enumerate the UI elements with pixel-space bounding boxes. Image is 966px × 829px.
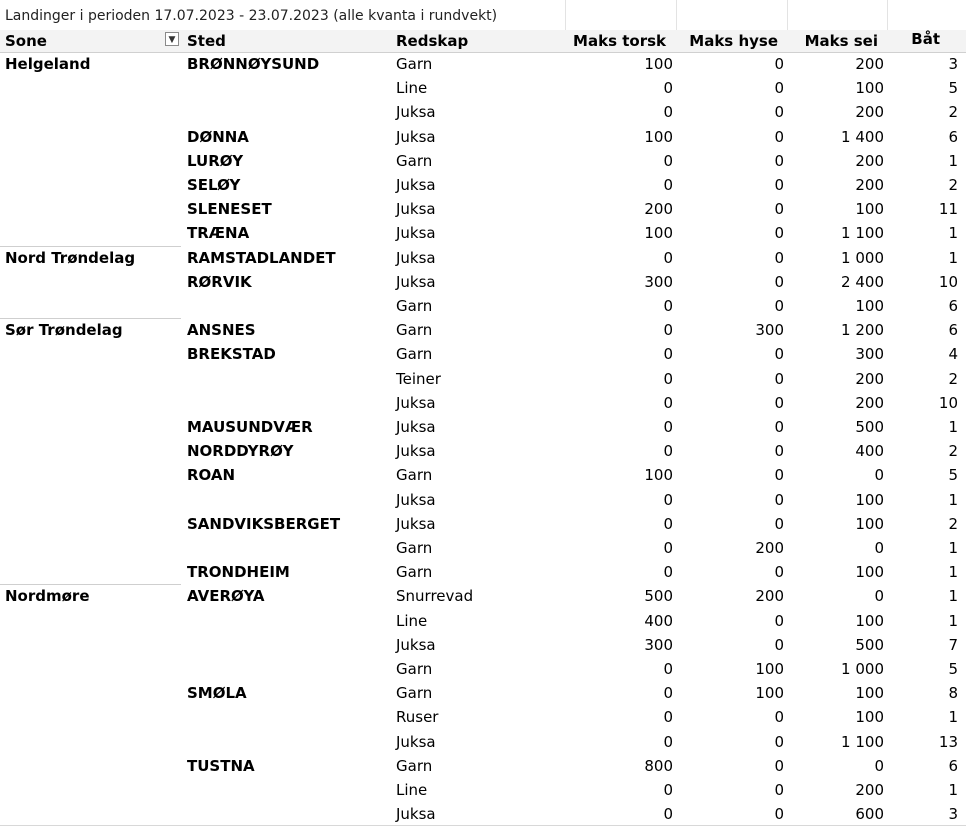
table-row [0, 536, 966, 560]
cell-maks-sei: 500 [855, 418, 884, 436]
table-row [0, 270, 966, 294]
cell-maks-hyse: 0 [774, 490, 784, 509]
cell-maks-torsk: 300 [644, 635, 673, 654]
table-row [0, 100, 966, 124]
cell-bat: 6 [948, 321, 958, 340]
cell-sted: AVERØYA [187, 587, 265, 606]
cell-maks-hyse: 0 [774, 127, 784, 146]
cell-maks-hyse: 0 [774, 345, 784, 364]
cell-sted: MAUSUNDVÆR [187, 418, 313, 436]
table-row [0, 657, 966, 681]
cell-maks-hyse: 0 [774, 55, 784, 73]
cell-redskap: Line [396, 781, 428, 799]
cell-redskap: Juksa [396, 418, 436, 436]
cell-maks-hyse: 0 [774, 805, 784, 824]
cell-maks-hyse: 300 [755, 321, 784, 340]
filter-icon[interactable]: ▼ [165, 32, 179, 46]
cell-bat: 6 [948, 127, 958, 146]
table-row [0, 415, 966, 439]
cell-maks-sei: 100 [855, 297, 884, 315]
cell-maks-sei: 100 [855, 611, 884, 630]
cell-sone: Nordmøre [5, 587, 90, 606]
cell-sted: SMØLA [187, 684, 247, 703]
table-row [0, 173, 966, 197]
cell-maks-hyse: 200 [755, 539, 784, 557]
cell-maks-sei: 100 [855, 514, 884, 533]
header-maks-sei[interactable]: Maks sei [804, 32, 878, 50]
cell-maks-hyse: 0 [774, 756, 784, 775]
cell-maks-hyse: 0 [774, 369, 784, 388]
cell-bat: 7 [948, 635, 958, 654]
cell-maks-torsk: 0 [663, 297, 673, 315]
cell-redskap: Juksa [396, 248, 436, 267]
cell-maks-torsk: 0 [663, 176, 673, 194]
cell-maks-torsk: 0 [663, 418, 673, 436]
cell-maks-sei: 200 [855, 55, 884, 73]
table-row [0, 488, 966, 512]
cell-redskap: Garn [396, 539, 433, 557]
cell-maks-hyse: 0 [774, 224, 784, 243]
cell-maks-sei: 1 000 [841, 660, 884, 678]
table-row [0, 197, 966, 221]
cell-maks-sei: 1 200 [841, 321, 884, 340]
cell-maks-sei: 100 [855, 200, 884, 219]
cell-maks-hyse: 0 [774, 176, 784, 194]
grid-divider [887, 0, 888, 30]
cell-maks-torsk: 0 [663, 151, 673, 170]
cell-maks-torsk: 100 [644, 55, 673, 73]
cell-maks-hyse: 0 [774, 611, 784, 630]
cell-bat: 8 [948, 684, 958, 703]
table-row [0, 681, 966, 705]
table-bottom-border [0, 825, 966, 826]
title-bar [0, 0, 966, 30]
cell-maks-hyse: 0 [774, 781, 784, 799]
table-row [0, 802, 966, 826]
cell-redskap: Line [396, 611, 428, 630]
report-title: Landinger i perioden 17.07.2023 - 23.07.2023 (alle kvanta i rundvekt) [5, 8, 498, 24]
cell-maks-sei: 200 [855, 393, 884, 412]
table-row [0, 318, 966, 342]
table-row [0, 512, 966, 536]
cell-maks-sei: 200 [855, 103, 884, 122]
cell-maks-sei: 600 [855, 805, 884, 824]
cell-maks-sei: 200 [855, 369, 884, 388]
cell-sted: BREKSTAD [187, 345, 276, 364]
cell-maks-torsk: 0 [663, 563, 673, 582]
cell-bat: 2 [948, 442, 958, 461]
cell-bat: 1 [948, 611, 958, 630]
cell-maks-torsk: 100 [644, 224, 673, 243]
cell-maks-sei: 500 [855, 635, 884, 654]
cell-redskap: Garn [396, 660, 433, 678]
zone-separator [0, 318, 181, 319]
cell-sted: RØRVIK [187, 272, 252, 291]
cell-redskap: Juksa [396, 127, 436, 146]
cell-redskap: Garn [396, 563, 433, 582]
cell-maks-sei: 0 [874, 539, 884, 557]
cell-redskap: Juksa [396, 442, 436, 461]
cell-bat: 2 [948, 514, 958, 533]
cell-bat: 4 [948, 345, 958, 364]
table-row [0, 367, 966, 391]
cell-sted: TRÆNA [187, 224, 250, 243]
cell-maks-torsk: 0 [663, 442, 673, 461]
cell-maks-torsk: 0 [663, 660, 673, 678]
cell-maks-sei: 0 [874, 466, 884, 485]
cell-maks-sei: 2 400 [841, 272, 884, 291]
table-row [0, 609, 966, 633]
table-row [0, 730, 966, 754]
cell-maks-torsk: 500 [644, 587, 673, 606]
cell-bat: 3 [948, 805, 958, 824]
cell-maks-sei: 0 [874, 756, 884, 775]
cell-maks-hyse: 0 [774, 563, 784, 582]
header-sted[interactable]: Sted [187, 32, 226, 50]
cell-sted: SLENESET [187, 200, 272, 219]
cell-maks-torsk: 0 [663, 369, 673, 388]
grid-divider [565, 0, 566, 30]
cell-sted: SELØY [187, 176, 241, 194]
cell-maks-hyse: 0 [774, 79, 784, 98]
header-redskap[interactable]: Redskap [396, 32, 469, 50]
cell-sted: NORDDYRØY [187, 442, 294, 461]
cell-redskap: Teiner [396, 369, 441, 388]
table-row [0, 391, 966, 415]
cell-maks-hyse: 0 [774, 514, 784, 533]
cell-bat: 1 [948, 587, 958, 606]
cell-bat: 2 [948, 369, 958, 388]
cell-redskap: Juksa [396, 272, 436, 291]
table-header [0, 30, 966, 53]
cell-sone: Sør Trøndelag [5, 321, 123, 340]
table-row [0, 633, 966, 657]
table-row [0, 705, 966, 729]
cell-sted: TUSTNA [187, 756, 255, 775]
cell-redskap: Juksa [396, 224, 436, 243]
cell-maks-torsk: 400 [644, 611, 673, 630]
cell-maks-torsk: 0 [663, 805, 673, 824]
grid-divider [676, 0, 677, 30]
cell-bat: 1 [948, 781, 958, 799]
table-row [0, 560, 966, 584]
cell-sted: ANSNES [187, 321, 256, 340]
cell-bat: 3 [948, 55, 958, 73]
cell-sone: Nord Trøndelag [5, 248, 136, 267]
cell-maks-hyse: 0 [774, 708, 784, 727]
cell-bat: 11 [938, 200, 958, 219]
cell-maks-sei: 100 [855, 79, 884, 98]
cell-redskap: Garn [396, 55, 433, 73]
cell-maks-torsk: 0 [663, 684, 673, 703]
cell-maks-sei: 1 100 [841, 224, 884, 243]
cell-maks-torsk: 0 [663, 79, 673, 98]
cell-bat: 5 [948, 660, 958, 678]
cell-bat: 5 [948, 79, 958, 98]
cell-bat: 13 [938, 732, 958, 751]
cell-redskap: Garn [396, 684, 433, 703]
cell-bat: 1 [948, 539, 958, 557]
cell-maks-hyse: 100 [755, 660, 784, 678]
cell-redskap: Garn [396, 151, 433, 170]
cell-maks-torsk: 0 [663, 708, 673, 727]
zone-separator [0, 246, 181, 247]
cell-redskap: Garn [396, 756, 433, 775]
cell-bat: 1 [948, 418, 958, 436]
cell-redskap: Garn [396, 321, 433, 340]
cell-maks-sei: 100 [855, 563, 884, 582]
cell-maks-torsk: 0 [663, 732, 673, 751]
cell-redskap: Snurrevad [396, 587, 474, 606]
cell-redskap: Juksa [396, 514, 436, 533]
cell-maks-sei: 0 [874, 587, 884, 606]
cell-maks-torsk: 0 [663, 393, 673, 412]
cell-sted: SANDVIKSBERGET [187, 514, 341, 533]
cell-maks-torsk: 0 [663, 345, 673, 364]
cell-maks-sei: 100 [855, 490, 884, 509]
cell-maks-sei: 400 [855, 442, 884, 461]
cell-sone: Helgeland [5, 55, 91, 73]
cell-maks-torsk: 200 [644, 200, 673, 219]
cell-maks-hyse: 0 [774, 248, 784, 267]
table-row [0, 294, 966, 318]
cell-bat: 2 [948, 176, 958, 194]
cell-redskap: Garn [396, 345, 433, 364]
cell-maks-sei: 300 [855, 345, 884, 364]
cell-bat: 1 [948, 248, 958, 267]
grid-divider [787, 0, 788, 30]
table-row [0, 778, 966, 802]
cell-bat: 1 [948, 151, 958, 170]
cell-sted: BRØNNØYSUND [187, 55, 320, 73]
cell-sted: DØNNA [187, 127, 249, 146]
cell-sted: RAMSTADLANDET [187, 248, 336, 267]
header-bat[interactable]: Båt [911, 30, 940, 48]
cell-maks-sei: 200 [855, 781, 884, 799]
cell-maks-torsk: 0 [663, 781, 673, 799]
cell-maks-sei: 200 [855, 151, 884, 170]
cell-bat: 6 [948, 756, 958, 775]
table-row [0, 342, 966, 366]
cell-maks-hyse: 200 [755, 587, 784, 606]
cell-maks-sei: 200 [855, 176, 884, 194]
table-row [0, 76, 966, 100]
cell-bat: 5 [948, 466, 958, 485]
cell-redskap: Ruser [396, 708, 439, 727]
cell-redskap: Line [396, 79, 428, 98]
cell-redskap: Juksa [396, 805, 436, 824]
cell-maks-hyse: 0 [774, 297, 784, 315]
cell-maks-sei: 100 [855, 708, 884, 727]
cell-maks-torsk: 800 [644, 756, 673, 775]
cell-bat: 1 [948, 490, 958, 509]
cell-sted: LURØY [187, 151, 244, 170]
cell-bat: 1 [948, 224, 958, 243]
cell-maks-hyse: 0 [774, 151, 784, 170]
cell-maks-sei: 1 400 [841, 127, 884, 146]
cell-maks-hyse: 0 [774, 393, 784, 412]
cell-bat: 10 [938, 393, 958, 412]
cell-maks-hyse: 0 [774, 635, 784, 654]
cell-redskap: Juksa [396, 200, 436, 219]
cell-maks-hyse: 0 [774, 418, 784, 436]
cell-sted: TRONDHEIM [187, 563, 290, 582]
cell-maks-torsk: 0 [663, 539, 673, 557]
table-row [0, 754, 966, 778]
cell-redskap: Juksa [396, 635, 436, 654]
cell-bat: 2 [948, 103, 958, 122]
cell-maks-torsk: 0 [663, 514, 673, 533]
cell-maks-torsk: 0 [663, 490, 673, 509]
header-sone[interactable]: Sone [5, 32, 47, 50]
cell-redskap: Garn [396, 466, 433, 485]
cell-maks-torsk: 0 [663, 321, 673, 340]
cell-bat: 1 [948, 708, 958, 727]
cell-maks-hyse: 0 [774, 442, 784, 461]
cell-redskap: Juksa [396, 176, 436, 194]
cell-bat: 10 [938, 272, 958, 291]
cell-maks-hyse: 0 [774, 466, 784, 485]
cell-bat: 6 [948, 297, 958, 315]
cell-maks-torsk: 0 [663, 103, 673, 122]
header-maks-torsk[interactable]: Maks torsk [573, 32, 666, 50]
table-row [0, 221, 966, 245]
cell-maks-hyse: 0 [774, 200, 784, 219]
header-maks-hyse[interactable]: Maks hyse [689, 32, 778, 50]
table-row [0, 463, 966, 487]
cell-bat: 1 [948, 563, 958, 582]
cell-maks-torsk: 300 [644, 272, 673, 291]
cell-maks-sei: 1 000 [841, 248, 884, 267]
cell-maks-torsk: 0 [663, 248, 673, 267]
zone-separator [0, 584, 181, 585]
table-row [0, 439, 966, 463]
table-row [0, 52, 966, 76]
cell-redskap: Juksa [396, 490, 436, 509]
cell-sted: ROAN [187, 466, 236, 485]
cell-maks-sei: 100 [855, 684, 884, 703]
cell-maks-hyse: 0 [774, 272, 784, 291]
cell-redskap: Garn [396, 297, 433, 315]
table-row [0, 125, 966, 149]
cell-maks-hyse: 100 [755, 684, 784, 703]
cell-redskap: Juksa [396, 103, 436, 122]
table-row [0, 149, 966, 173]
cell-maks-sei: 1 100 [841, 732, 884, 751]
cell-maks-torsk: 100 [644, 466, 673, 485]
cell-maks-hyse: 0 [774, 732, 784, 751]
cell-maks-hyse: 0 [774, 103, 784, 122]
table-row [0, 584, 966, 608]
table-row [0, 246, 966, 270]
cell-redskap: Juksa [396, 393, 436, 412]
cell-redskap: Juksa [396, 732, 436, 751]
cell-maks-torsk: 100 [644, 127, 673, 146]
